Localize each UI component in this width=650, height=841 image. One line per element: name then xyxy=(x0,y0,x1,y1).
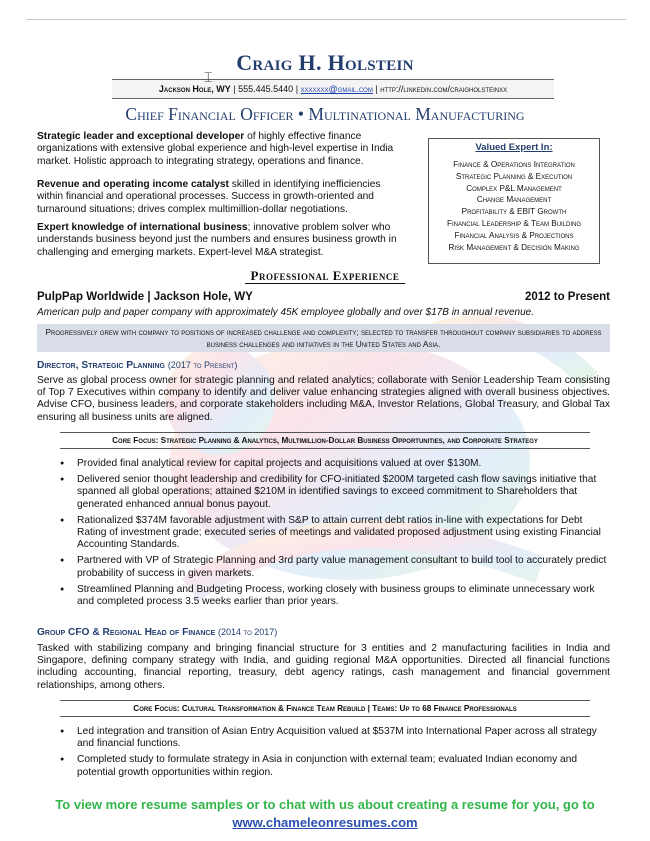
achievement-list xyxy=(60,726,610,783)
role-title-text: Group CFO & Regional Head of Finance xyxy=(37,627,216,638)
summary-text: of highly effective finance organizations with extensive global experience and high-level expertise in India market. Holistic approach to integrating strategy, operations and finance. xyxy=(37,131,394,167)
achievement-item: ● Partnered with VP of Strategic Planning and 3rd party value management consultant to build tool to accurately predict probability of success in given markets. xyxy=(60,555,610,579)
achievement-item: ● Led integration and transition of Asian Entry Acquisition valued at $537M into International Paper across all strategy and financial functions. xyxy=(60,726,610,750)
contact-linkedin[interactable]: http://linkedin.com/craigholsteinxx xyxy=(380,84,508,94)
company-description: American pulp and paper company with approximately 45K employee globally and over $17B in annual revenue. xyxy=(37,307,534,318)
role-dates: (2014 to 2017) xyxy=(218,627,278,637)
candidate-name: Craig H. Holstein xyxy=(236,50,414,75)
achievement-item: ● Completed study to formulate strategy in Asia in conjunction with external team; evaluated Indian economy and potential growth opportunities within region. xyxy=(60,754,610,778)
progression-band: Progressively grew with company to positions of increased challenge and complexity; selected to transfer throughout company subsidiaries to address business challenges and initiatives in the United States and Asia. xyxy=(37,324,610,352)
role-title-text: Director, Strategic Planning xyxy=(37,360,165,371)
company-dates: 2012 to Present xyxy=(524,291,610,303)
core-focus-bar: Core Focus: Cultural Transformation & Finance Team Rebuild | Teams: Up to 68 Finance Professionals xyxy=(60,700,590,717)
contact-bar xyxy=(112,79,554,99)
achievement-list xyxy=(60,458,610,612)
contact-separator: | xyxy=(295,84,301,94)
role-title xyxy=(37,360,237,371)
contact-email-link[interactable]: xxxxxxx@gmail.com xyxy=(300,84,373,94)
document-top-rule xyxy=(26,5,626,20)
expertise-box xyxy=(428,138,600,264)
achievement-item: ● Streamlined Planning and Budgeting Process, working closely with business groups to eliminate unnecessary work and completed process 3.5 weeks earlier than prior years. xyxy=(60,584,610,608)
summary-lead: Revenue and operating income catalyst xyxy=(37,179,229,190)
contact-separator: | xyxy=(233,84,239,94)
expertise-item: Financial Analysis & Projections xyxy=(454,230,574,240)
expertise-item: Complex P&L Management xyxy=(466,183,562,193)
summary-paragraph xyxy=(37,222,408,259)
section-title-text: Professional Experience xyxy=(245,268,406,284)
core-focus-bar: Core Focus: Strategic Planning & Analytics, Multimillion-Dollar Business Opportunities, and Corporate Strategy xyxy=(60,432,590,449)
summary-text: skilled in identifying inefficiencies within financial and operational processes. Success in growth-oriented and turnaround situations; drives complex multimillion-dollar negotiations. xyxy=(37,179,381,215)
summary-paragraph xyxy=(37,131,408,168)
company-name: PulpPap Worldwide | Jackson Hole, WY xyxy=(37,291,253,303)
role-description: Tasked with stabilizing company and bringing financial structure for 3 entities and 2 manufacturing facilities in India and Singapore, defining company strategy with India, and guiding regional M&A opportunities. Directed all financial functions including accounting, financial reporting, treasury, debt agency ratings, cash management and financial government relationships, among others. xyxy=(37,643,610,691)
footer-cta: To view more resume samples or to chat with us about creating a resume for you, go to xyxy=(55,797,595,812)
contact-location: Jackson Hole, WY xyxy=(158,84,231,94)
professional-headline: Chief Financial Officer • Multinational Manufacturing xyxy=(125,104,525,124)
achievement-item: ● Provided final analytical review for capital projects and acquisitions valued at over $130M. xyxy=(60,458,610,470)
text-cursor-icon: ⌶ xyxy=(204,69,213,85)
summary-lead: Expert knowledge of international business xyxy=(37,222,248,233)
expertise-item: Financial Leadership & Team Building xyxy=(446,218,582,228)
footer-website-link[interactable]: www.chameleonresumes.com xyxy=(232,815,418,830)
expertise-item: Finance & Operations Integration xyxy=(453,160,575,169)
role-title xyxy=(37,627,277,638)
role-description: Serve as global process owner for strategic planning and related analytics; collaborate with Senior Leadership Team consisting of Top 7 Executives within company to identify and deliver value enhancing strategies aligned with overall business objectives. Advise CFO, business leaders, and corporate stakeholders including M&A, Investor Relations, Global Treasury, and Global Tax ensuring all business units are aligned. xyxy=(37,375,610,423)
expertise-item: Profitability & EBIT Growth xyxy=(461,207,567,217)
role-dates: (2017 to Present) xyxy=(167,360,238,370)
expertise-item: Strategic Planning & Execution xyxy=(455,171,573,181)
achievement-item: ● Rationalized $374M favorable adjustment with S&P to attain current debt ratios in-line with expectations for Debt Rating of investment grade; executed series of meetings and validated proposed adjustment using existing Financial Accounting Standards. xyxy=(60,515,610,552)
contact-separator: | xyxy=(375,84,381,94)
summary-lead: Strategic leader and exceptional developer xyxy=(37,131,245,142)
expertise-item: Change Management xyxy=(476,195,552,205)
summary-paragraph xyxy=(37,179,408,216)
contact-phone: 555.445.5440 xyxy=(238,84,294,94)
expertise-item: Risk Management & Decision Making xyxy=(448,242,580,252)
expertise-title: Valued Expert In: xyxy=(475,142,553,153)
section-title-experience xyxy=(0,268,650,284)
achievement-item: ● Delivered senior thought leadership and credibility for CFO-initiated $200M targeted cash flow savings initiative that spanned all global operations; attained $210M in identified savings to exceed commitment to Shareholders that generated enhanced annual bonus payout. xyxy=(60,474,610,511)
expertise-list xyxy=(429,159,599,253)
summary-text: ; innovative problem solver who understands business beyond just the numbers and ensures business growth in challenging and emerging markets. Expert-level M&A strategist. xyxy=(37,222,397,258)
